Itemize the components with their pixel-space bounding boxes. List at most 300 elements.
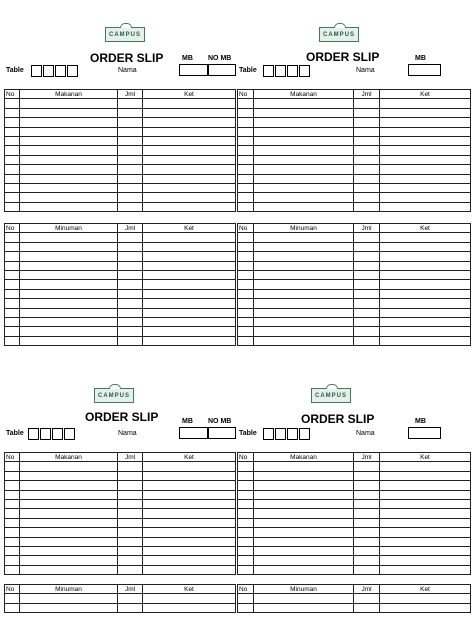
- entry-cell[interactable]: [238, 146, 254, 155]
- entry-cell[interactable]: [5, 280, 20, 289]
- empty-entry-row[interactable]: [238, 308, 471, 317]
- entry-cell[interactable]: [20, 518, 118, 527]
- entry-cell[interactable]: [118, 99, 143, 108]
- entry-cell[interactable]: [118, 280, 143, 289]
- entry-cell[interactable]: [20, 99, 118, 108]
- entry-cell[interactable]: [254, 270, 354, 279]
- entry-cell[interactable]: [5, 308, 20, 317]
- entry-cell[interactable]: [118, 155, 143, 164]
- empty-entry-row[interactable]: [5, 155, 236, 164]
- entry-cell[interactable]: [238, 327, 254, 336]
- empty-entry-row[interactable]: [238, 490, 471, 499]
- entry-cell[interactable]: [238, 499, 254, 508]
- empty-entry-row[interactable]: [238, 518, 471, 527]
- entry-cell[interactable]: [254, 155, 354, 164]
- entry-cell[interactable]: [238, 518, 254, 527]
- entry-cell[interactable]: [118, 289, 143, 298]
- entry-cell[interactable]: [380, 603, 471, 612]
- entry-cell[interactable]: [118, 546, 143, 555]
- empty-entry-row[interactable]: [238, 299, 471, 308]
- entry-cell[interactable]: [143, 280, 236, 289]
- empty-entry-row[interactable]: [5, 233, 236, 242]
- entry-cell[interactable]: [254, 183, 354, 192]
- table-number-boxes[interactable]: [28, 428, 76, 440]
- entry-cell[interactable]: [354, 556, 380, 565]
- entry-cell[interactable]: [380, 118, 471, 127]
- empty-entry-row[interactable]: [5, 136, 236, 145]
- entry-cell[interactable]: [118, 565, 143, 574]
- entry-cell[interactable]: [143, 556, 236, 565]
- entry-cell[interactable]: [5, 289, 20, 298]
- entry-cell[interactable]: [118, 308, 143, 317]
- entry-cell[interactable]: [254, 146, 354, 155]
- entry-cell[interactable]: [238, 118, 254, 127]
- entry-cell[interactable]: [238, 233, 254, 242]
- entry-cell[interactable]: [143, 490, 236, 499]
- entry-cell[interactable]: [118, 202, 143, 211]
- empty-entry-row[interactable]: [238, 165, 471, 174]
- entry-cell[interactable]: [380, 299, 471, 308]
- entry-cell[interactable]: [380, 471, 471, 480]
- entry-cell[interactable]: [20, 556, 118, 565]
- entry-cell[interactable]: [254, 261, 354, 270]
- entry-cell[interactable]: [5, 518, 20, 527]
- entry-cell[interactable]: [118, 537, 143, 546]
- entry-cell[interactable]: [143, 270, 236, 279]
- entry-cell[interactable]: [254, 518, 354, 527]
- entry-cell[interactable]: [238, 270, 254, 279]
- entry-cell[interactable]: [118, 556, 143, 565]
- entry-cell[interactable]: [143, 155, 236, 164]
- entry-cell[interactable]: [238, 299, 254, 308]
- entry-cell[interactable]: [254, 233, 354, 242]
- entry-cell[interactable]: [143, 594, 236, 603]
- entry-cell[interactable]: [380, 327, 471, 336]
- empty-entry-row[interactable]: [238, 261, 471, 270]
- entry-cell[interactable]: [238, 537, 254, 546]
- empty-entry-row[interactable]: [5, 261, 236, 270]
- entry-cell[interactable]: [20, 336, 118, 345]
- entry-cell[interactable]: [238, 280, 254, 289]
- entry-cell[interactable]: [118, 603, 143, 612]
- entry-cell[interactable]: [5, 317, 20, 326]
- entry-cell[interactable]: [20, 165, 118, 174]
- entry-cell[interactable]: [354, 193, 380, 202]
- entry-cell[interactable]: [238, 202, 254, 211]
- entry-cell[interactable]: [5, 603, 20, 612]
- entry-cell[interactable]: [143, 193, 236, 202]
- entry-cell[interactable]: [118, 233, 143, 242]
- entry-cell[interactable]: [143, 165, 236, 174]
- entry-cell[interactable]: [5, 565, 20, 574]
- empty-entry-row[interactable]: [5, 174, 236, 183]
- entry-cell[interactable]: [380, 174, 471, 183]
- empty-entry-row[interactable]: [5, 336, 236, 345]
- entry-cell[interactable]: [143, 183, 236, 192]
- entry-cell[interactable]: [354, 202, 380, 211]
- entry-cell[interactable]: [354, 299, 380, 308]
- entry-cell[interactable]: [238, 594, 254, 603]
- empty-entry-row[interactable]: [5, 127, 236, 136]
- entry-cell[interactable]: [354, 336, 380, 345]
- entry-cell[interactable]: [5, 336, 20, 345]
- entry-cell[interactable]: [118, 270, 143, 279]
- entry-cell[interactable]: [5, 252, 20, 261]
- entry-cell[interactable]: [5, 165, 20, 174]
- entry-cell[interactable]: [143, 299, 236, 308]
- entry-cell[interactable]: [380, 233, 471, 242]
- entry-cell[interactable]: [254, 289, 354, 298]
- entry-cell[interactable]: [354, 490, 380, 499]
- entry-cell[interactable]: [354, 136, 380, 145]
- entry-cell[interactable]: [238, 289, 254, 298]
- entry-cell[interactable]: [5, 462, 20, 471]
- entry-cell[interactable]: [143, 127, 236, 136]
- entry-cell[interactable]: [20, 499, 118, 508]
- entry-cell[interactable]: [238, 471, 254, 480]
- entry-cell[interactable]: [254, 490, 354, 499]
- entry-cell[interactable]: [238, 99, 254, 108]
- empty-entry-row[interactable]: [5, 202, 236, 211]
- entry-cell[interactable]: [254, 594, 354, 603]
- entry-cell[interactable]: [254, 327, 354, 336]
- entry-cell[interactable]: [143, 136, 236, 145]
- entry-cell[interactable]: [238, 252, 254, 261]
- entry-cell[interactable]: [380, 518, 471, 527]
- entry-cell[interactable]: [20, 202, 118, 211]
- entry-cell[interactable]: [118, 594, 143, 603]
- entry-cell[interactable]: [254, 528, 354, 537]
- entry-cell[interactable]: [380, 270, 471, 279]
- entry-cell[interactable]: [380, 565, 471, 574]
- entry-cell[interactable]: [238, 183, 254, 192]
- entry-cell[interactable]: [380, 481, 471, 490]
- empty-entry-row[interactable]: [238, 118, 471, 127]
- empty-entry-row[interactable]: [238, 136, 471, 145]
- entry-cell[interactable]: [354, 327, 380, 336]
- entry-cell[interactable]: [238, 317, 254, 326]
- entry-cell[interactable]: [354, 174, 380, 183]
- entry-cell[interactable]: [354, 528, 380, 537]
- entry-cell[interactable]: [20, 183, 118, 192]
- entry-cell[interactable]: [254, 202, 354, 211]
- entry-cell[interactable]: [254, 118, 354, 127]
- entry-cell[interactable]: [238, 308, 254, 317]
- entry-cell[interactable]: [20, 462, 118, 471]
- entry-cell[interactable]: [20, 481, 118, 490]
- entry-cell[interactable]: [118, 528, 143, 537]
- entry-cell[interactable]: [5, 183, 20, 192]
- entry-cell[interactable]: [5, 556, 20, 565]
- entry-cell[interactable]: [254, 317, 354, 326]
- entry-cell[interactable]: [118, 136, 143, 145]
- entry-cell[interactable]: [20, 108, 118, 117]
- entry-cell[interactable]: [143, 546, 236, 555]
- entry-cell[interactable]: [118, 193, 143, 202]
- entry-cell[interactable]: [354, 280, 380, 289]
- entry-cell[interactable]: [254, 481, 354, 490]
- entry-cell[interactable]: [20, 528, 118, 537]
- entry-cell[interactable]: [354, 481, 380, 490]
- empty-entry-row[interactable]: [5, 252, 236, 261]
- entry-cell[interactable]: [380, 99, 471, 108]
- empty-entry-row[interactable]: [238, 317, 471, 326]
- entry-cell[interactable]: [20, 118, 118, 127]
- entry-cell[interactable]: [254, 242, 354, 251]
- entry-cell[interactable]: [5, 509, 20, 518]
- entry-cell[interactable]: [118, 108, 143, 117]
- entry-cell[interactable]: [380, 537, 471, 546]
- entry-cell[interactable]: [143, 471, 236, 480]
- empty-entry-row[interactable]: [5, 603, 236, 612]
- entry-cell[interactable]: [5, 481, 20, 490]
- entry-cell[interactable]: [143, 603, 236, 612]
- entry-cell[interactable]: [380, 462, 471, 471]
- entry-cell[interactable]: [118, 499, 143, 508]
- entry-cell[interactable]: [354, 183, 380, 192]
- empty-entry-row[interactable]: [238, 537, 471, 546]
- empty-entry-row[interactable]: [5, 146, 236, 155]
- entry-cell[interactable]: [20, 603, 118, 612]
- entry-cell[interactable]: [238, 165, 254, 174]
- entry-cell[interactable]: [143, 462, 236, 471]
- empty-entry-row[interactable]: [5, 280, 236, 289]
- entry-cell[interactable]: [354, 242, 380, 251]
- empty-entry-row[interactable]: [5, 242, 236, 251]
- entry-cell[interactable]: [143, 99, 236, 108]
- entry-cell[interactable]: [143, 481, 236, 490]
- entry-cell[interactable]: [5, 594, 20, 603]
- empty-entry-row[interactable]: [5, 118, 236, 127]
- entry-cell[interactable]: [354, 603, 380, 612]
- entry-cell[interactable]: [354, 565, 380, 574]
- entry-cell[interactable]: [20, 155, 118, 164]
- entry-cell[interactable]: [5, 327, 20, 336]
- entry-cell[interactable]: [354, 471, 380, 480]
- entry-cell[interactable]: [143, 289, 236, 298]
- entry-cell[interactable]: [20, 270, 118, 279]
- entry-cell[interactable]: [118, 299, 143, 308]
- entry-cell[interactable]: [354, 270, 380, 279]
- entry-cell[interactable]: [143, 565, 236, 574]
- entry-cell[interactable]: [5, 233, 20, 242]
- entry-cell[interactable]: [20, 537, 118, 546]
- empty-entry-row[interactable]: [5, 471, 236, 480]
- empty-entry-row[interactable]: [5, 518, 236, 527]
- entry-cell[interactable]: [143, 202, 236, 211]
- entry-cell[interactable]: [238, 193, 254, 202]
- entry-cell[interactable]: [118, 462, 143, 471]
- entry-cell[interactable]: [238, 490, 254, 499]
- entry-cell[interactable]: [380, 336, 471, 345]
- entry-cell[interactable]: [143, 317, 236, 326]
- entry-cell[interactable]: [143, 146, 236, 155]
- empty-entry-row[interactable]: [238, 528, 471, 537]
- entry-cell[interactable]: [354, 289, 380, 298]
- entry-cell[interactable]: [20, 308, 118, 317]
- entry-cell[interactable]: [380, 202, 471, 211]
- entry-cell[interactable]: [143, 499, 236, 508]
- entry-cell[interactable]: [354, 499, 380, 508]
- entry-cell[interactable]: [20, 127, 118, 136]
- entry-cell[interactable]: [354, 537, 380, 546]
- empty-entry-row[interactable]: [238, 594, 471, 603]
- entry-cell[interactable]: [380, 594, 471, 603]
- entry-cell[interactable]: [118, 174, 143, 183]
- empty-entry-row[interactable]: [238, 603, 471, 612]
- table-number-boxes[interactable]: [263, 65, 311, 77]
- entry-cell[interactable]: [118, 127, 143, 136]
- entry-cell[interactable]: [20, 261, 118, 270]
- entry-cell[interactable]: [20, 509, 118, 518]
- entry-cell[interactable]: [20, 242, 118, 251]
- empty-entry-row[interactable]: [5, 327, 236, 336]
- entry-cell[interactable]: [5, 261, 20, 270]
- entry-cell[interactable]: [20, 565, 118, 574]
- entry-cell[interactable]: [238, 603, 254, 612]
- entry-cell[interactable]: [238, 565, 254, 574]
- entry-cell[interactable]: [380, 308, 471, 317]
- entry-cell[interactable]: [254, 99, 354, 108]
- entry-cell[interactable]: [118, 509, 143, 518]
- empty-entry-row[interactable]: [238, 280, 471, 289]
- entry-cell[interactable]: [380, 183, 471, 192]
- entry-cell[interactable]: [254, 509, 354, 518]
- entry-cell[interactable]: [5, 471, 20, 480]
- empty-entry-row[interactable]: [238, 99, 471, 108]
- entry-cell[interactable]: [143, 242, 236, 251]
- entry-cell[interactable]: [254, 127, 354, 136]
- entry-cell[interactable]: [238, 155, 254, 164]
- entry-cell[interactable]: [20, 289, 118, 298]
- empty-entry-row[interactable]: [238, 462, 471, 471]
- empty-entry-row[interactable]: [238, 481, 471, 490]
- empty-entry-row[interactable]: [5, 490, 236, 499]
- entry-cell[interactable]: [354, 108, 380, 117]
- entry-cell[interactable]: [238, 136, 254, 145]
- entry-cell[interactable]: [118, 518, 143, 527]
- entry-cell[interactable]: [380, 528, 471, 537]
- entry-cell[interactable]: [380, 261, 471, 270]
- mb-input-boxes[interactable]: [179, 64, 236, 76]
- entry-cell[interactable]: [20, 146, 118, 155]
- entry-cell[interactable]: [254, 471, 354, 480]
- entry-cell[interactable]: [380, 289, 471, 298]
- mb-input-boxes[interactable]: [408, 427, 441, 439]
- entry-cell[interactable]: [20, 471, 118, 480]
- empty-entry-row[interactable]: [5, 108, 236, 117]
- entry-cell[interactable]: [20, 327, 118, 336]
- entry-cell[interactable]: [5, 528, 20, 537]
- empty-entry-row[interactable]: [5, 481, 236, 490]
- entry-cell[interactable]: [143, 336, 236, 345]
- entry-cell[interactable]: [5, 146, 20, 155]
- entry-cell[interactable]: [118, 165, 143, 174]
- empty-entry-row[interactable]: [238, 174, 471, 183]
- entry-cell[interactable]: [380, 546, 471, 555]
- entry-cell[interactable]: [354, 118, 380, 127]
- empty-entry-row[interactable]: [238, 233, 471, 242]
- empty-entry-row[interactable]: [238, 327, 471, 336]
- empty-entry-row[interactable]: [238, 146, 471, 155]
- empty-entry-row[interactable]: [5, 270, 236, 279]
- empty-entry-row[interactable]: [5, 299, 236, 308]
- empty-entry-row[interactable]: [5, 499, 236, 508]
- entry-cell[interactable]: [238, 174, 254, 183]
- entry-cell[interactable]: [20, 233, 118, 242]
- entry-cell[interactable]: [354, 252, 380, 261]
- entry-cell[interactable]: [20, 594, 118, 603]
- entry-cell[interactable]: [254, 462, 354, 471]
- entry-cell[interactable]: [254, 108, 354, 117]
- entry-cell[interactable]: [354, 127, 380, 136]
- entry-cell[interactable]: [5, 155, 20, 164]
- empty-entry-row[interactable]: [238, 270, 471, 279]
- empty-entry-row[interactable]: [5, 546, 236, 555]
- entry-cell[interactable]: [5, 136, 20, 145]
- entry-cell[interactable]: [143, 174, 236, 183]
- entry-cell[interactable]: [20, 546, 118, 555]
- mb-input-boxes[interactable]: [408, 64, 441, 76]
- entry-cell[interactable]: [380, 317, 471, 326]
- empty-entry-row[interactable]: [238, 108, 471, 117]
- entry-cell[interactable]: [143, 528, 236, 537]
- entry-cell[interactable]: [5, 299, 20, 308]
- entry-cell[interactable]: [380, 280, 471, 289]
- entry-cell[interactable]: [118, 242, 143, 251]
- entry-cell[interactable]: [238, 556, 254, 565]
- entry-cell[interactable]: [254, 565, 354, 574]
- entry-cell[interactable]: [5, 99, 20, 108]
- entry-cell[interactable]: [118, 471, 143, 480]
- empty-entry-row[interactable]: [238, 252, 471, 261]
- entry-cell[interactable]: [143, 233, 236, 242]
- entry-cell[interactable]: [143, 118, 236, 127]
- entry-cell[interactable]: [20, 280, 118, 289]
- empty-entry-row[interactable]: [5, 193, 236, 202]
- entry-cell[interactable]: [380, 193, 471, 202]
- entry-cell[interactable]: [354, 165, 380, 174]
- empty-entry-row[interactable]: [238, 336, 471, 345]
- entry-cell[interactable]: [20, 174, 118, 183]
- entry-cell[interactable]: [238, 127, 254, 136]
- empty-entry-row[interactable]: [238, 127, 471, 136]
- empty-entry-row[interactable]: [238, 565, 471, 574]
- empty-entry-row[interactable]: [238, 155, 471, 164]
- entry-cell[interactable]: [380, 136, 471, 145]
- empty-entry-row[interactable]: [5, 537, 236, 546]
- entry-cell[interactable]: [118, 490, 143, 499]
- entry-cell[interactable]: [254, 499, 354, 508]
- entry-cell[interactable]: [143, 509, 236, 518]
- entry-cell[interactable]: [238, 481, 254, 490]
- empty-entry-row[interactable]: [5, 308, 236, 317]
- empty-entry-row[interactable]: [5, 165, 236, 174]
- entry-cell[interactable]: [354, 99, 380, 108]
- entry-cell[interactable]: [380, 146, 471, 155]
- entry-cell[interactable]: [254, 603, 354, 612]
- entry-cell[interactable]: [118, 261, 143, 270]
- entry-cell[interactable]: [254, 174, 354, 183]
- entry-cell[interactable]: [118, 183, 143, 192]
- entry-cell[interactable]: [5, 193, 20, 202]
- entry-cell[interactable]: [254, 556, 354, 565]
- entry-cell[interactable]: [5, 127, 20, 136]
- entry-cell[interactable]: [254, 193, 354, 202]
- entry-cell[interactable]: [143, 261, 236, 270]
- entry-cell[interactable]: [380, 252, 471, 261]
- entry-cell[interactable]: [354, 317, 380, 326]
